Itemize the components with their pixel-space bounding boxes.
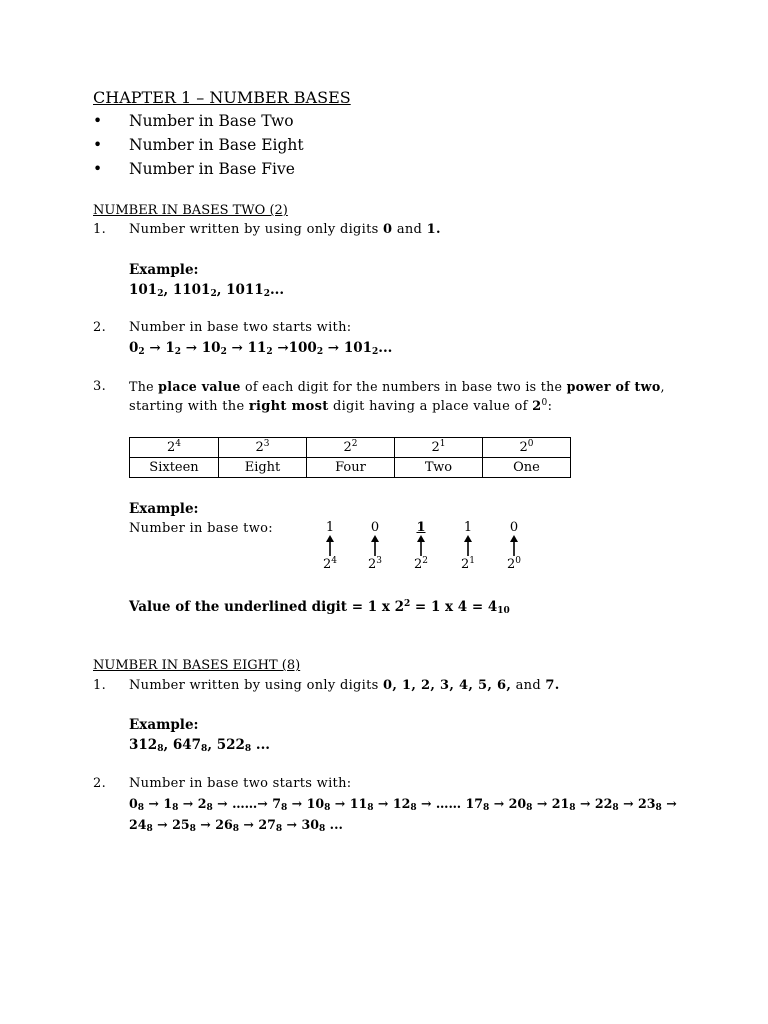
base-subscript: 8 bbox=[157, 744, 164, 754]
number: 11 bbox=[247, 340, 267, 356]
power-base: 2 bbox=[322, 557, 332, 572]
base-subscript: 8 bbox=[201, 744, 208, 754]
number: 647 bbox=[172, 737, 202, 753]
item-number: 2. bbox=[93, 776, 107, 791]
base-subscript: 8 bbox=[324, 803, 331, 813]
power-exponent: 0 bbox=[527, 439, 534, 449]
arrow-separator: ... bbox=[325, 817, 343, 832]
arrow-up-icon bbox=[360, 535, 390, 557]
table-row bbox=[130, 438, 571, 458]
arrow-separator: → bbox=[330, 796, 350, 811]
power-exponent: 1 bbox=[469, 556, 475, 566]
table-cell: One bbox=[483, 458, 571, 478]
base-subscript: 8 bbox=[569, 803, 576, 813]
digit-cell bbox=[406, 520, 436, 535]
number: 30 bbox=[301, 817, 320, 832]
octal-digit-last: 7. bbox=[545, 678, 560, 693]
text-run: The bbox=[129, 379, 159, 394]
underlined-value-line bbox=[129, 599, 510, 615]
place-value-table bbox=[129, 437, 571, 478]
table-row bbox=[130, 458, 571, 478]
number: 24 bbox=[129, 817, 147, 832]
item-text-line2 bbox=[129, 399, 552, 414]
item-text bbox=[129, 379, 665, 394]
arrow-separator: → bbox=[239, 817, 259, 832]
power-base: 2 bbox=[460, 557, 470, 572]
number: 101 bbox=[129, 282, 158, 298]
number: 7 bbox=[272, 796, 281, 811]
power-exponent: 2 bbox=[403, 599, 411, 609]
arrow-separator: → …… bbox=[416, 796, 466, 811]
arrow-up-icon bbox=[406, 535, 436, 557]
arrow-separator: → bbox=[144, 796, 164, 811]
bullet-mark: • bbox=[93, 160, 103, 178]
number: 26 bbox=[215, 817, 233, 832]
number: 20 bbox=[508, 796, 527, 811]
arrow-separator: → ……→ bbox=[212, 796, 273, 811]
power-exponent: 4 bbox=[331, 556, 337, 566]
number: 0 bbox=[129, 340, 139, 356]
arrow-up-icon bbox=[315, 535, 345, 557]
number: 17 bbox=[465, 796, 484, 811]
number: 25 bbox=[172, 817, 190, 832]
power-base: 2 bbox=[519, 440, 528, 455]
item-text: Number in base two starts with: bbox=[129, 320, 352, 335]
item-number: 3. bbox=[93, 379, 107, 394]
arrow-separator: → bbox=[144, 340, 166, 356]
arrow-separator: → bbox=[195, 817, 216, 832]
table-cell: Two bbox=[395, 458, 483, 478]
separator: ... bbox=[251, 737, 270, 753]
base-subscript: 8 bbox=[612, 803, 619, 813]
example-label: Example: bbox=[129, 262, 199, 278]
base-subscript: 8 bbox=[206, 803, 213, 813]
number: 522 bbox=[216, 737, 245, 753]
text-run: Number written by using only digits bbox=[129, 678, 384, 693]
base-subscript: 8 bbox=[367, 803, 374, 813]
bullet-text: Number in Base Five bbox=[129, 160, 295, 178]
item-number: 1. bbox=[93, 222, 107, 237]
example-values bbox=[129, 282, 284, 298]
digit-one: 1. bbox=[426, 222, 441, 237]
arrow-up-icon bbox=[499, 535, 529, 557]
separator: , bbox=[207, 737, 217, 753]
base-subscript: 2 bbox=[220, 347, 227, 357]
number: 21 bbox=[551, 796, 570, 811]
arrow-up-icon bbox=[453, 535, 483, 557]
example-label: Example: bbox=[129, 717, 199, 733]
power-label bbox=[499, 557, 529, 572]
example-values bbox=[129, 737, 270, 753]
base-subscript: 2 bbox=[210, 289, 217, 299]
text-run: , bbox=[660, 379, 665, 394]
bullet-item bbox=[93, 136, 304, 154]
table-cell bbox=[307, 438, 395, 458]
digit-column bbox=[406, 520, 436, 572]
base-subscript: 8 bbox=[655, 803, 662, 813]
number: 1011 bbox=[226, 282, 264, 298]
arrow-separator: → bbox=[282, 817, 302, 832]
text-run: starting with the bbox=[129, 399, 249, 414]
base-subscript: 2 bbox=[316, 347, 324, 357]
bullet-item bbox=[93, 160, 295, 178]
power-base: 2 bbox=[532, 399, 542, 414]
table-cell: Sixteen bbox=[130, 458, 219, 478]
separator: , bbox=[216, 282, 227, 298]
number: 27 bbox=[258, 817, 276, 832]
number: 1 bbox=[165, 340, 175, 356]
number: 22 bbox=[594, 796, 613, 811]
item-number: 2. bbox=[93, 320, 107, 335]
power-label bbox=[315, 557, 345, 572]
arrow-separator: → bbox=[226, 340, 248, 356]
text-run: and bbox=[392, 222, 427, 237]
arrow-separator: → bbox=[287, 796, 307, 811]
base-eight-sequence-line2 bbox=[129, 817, 343, 832]
arrow-separator: → bbox=[532, 796, 552, 811]
number: 23 bbox=[638, 796, 656, 811]
bullet-mark: • bbox=[93, 112, 103, 130]
bullet-mark: • bbox=[93, 136, 103, 154]
item-text: Number in base two starts with: bbox=[129, 776, 352, 791]
number: 0 bbox=[129, 796, 138, 811]
item-number: 1. bbox=[93, 678, 107, 693]
base-subscript: 8 bbox=[319, 824, 326, 834]
power-exponent: 2 bbox=[422, 556, 428, 566]
base-subscript: 8 bbox=[483, 803, 490, 813]
base-subscript: 8 bbox=[275, 824, 283, 834]
octal-digits: 0, 1, 2, 3, 4, 5, 6, bbox=[383, 678, 512, 693]
number: 10 bbox=[306, 796, 325, 811]
power-exponent: 2 bbox=[351, 439, 358, 449]
bullet-text: Number in Base Two bbox=[129, 112, 294, 130]
underlined-digit: 1 bbox=[416, 520, 426, 535]
number: 2 bbox=[197, 796, 207, 811]
base-subscript: 2 bbox=[263, 289, 270, 299]
power-exponent: 1 bbox=[439, 439, 446, 449]
power-exponent: 3 bbox=[376, 556, 382, 566]
text-run: Value of the underlined digit = 1 x 2 bbox=[129, 599, 404, 615]
arrow-separator: → bbox=[489, 796, 509, 811]
base-subscript: 2 bbox=[372, 347, 379, 357]
power-label bbox=[360, 557, 390, 572]
text-run: digit having a place value of bbox=[328, 399, 533, 414]
digit-zero: 0 bbox=[383, 222, 393, 237]
bullet-text: Number in Base Eight bbox=[129, 136, 304, 154]
binary-digit: 0 bbox=[509, 520, 519, 535]
digit-column bbox=[499, 520, 529, 572]
base-subscript: 8 bbox=[146, 824, 153, 834]
section-heading-base-eight: NUMBER IN BASES EIGHT (8) bbox=[93, 658, 301, 673]
power-label bbox=[453, 557, 483, 572]
power-exponent: 0 bbox=[515, 556, 521, 566]
arrow-separator: → bbox=[178, 796, 198, 811]
separator: ... bbox=[269, 282, 285, 298]
base-subscript: 8 bbox=[232, 824, 240, 834]
base-subscript: 8 bbox=[244, 744, 252, 754]
base-subscript: 2 bbox=[266, 347, 273, 357]
number: 11 bbox=[349, 796, 368, 811]
power-exponent: 3 bbox=[263, 439, 270, 449]
term-power-of-two: power of two bbox=[566, 379, 661, 394]
binary-digit: 0 bbox=[370, 520, 380, 535]
base-subscript: 8 bbox=[410, 803, 417, 813]
arrow-separator: → bbox=[575, 796, 595, 811]
number: 1 bbox=[163, 796, 173, 811]
number: 101 bbox=[343, 340, 372, 356]
base-subscript: 8 bbox=[280, 803, 288, 813]
table-cell bbox=[483, 438, 571, 458]
power-base: 2 bbox=[431, 440, 440, 455]
power-base: 2 bbox=[367, 557, 377, 572]
base-subscript: 8 bbox=[189, 824, 196, 834]
digit-column bbox=[315, 520, 345, 572]
power-base: 2 bbox=[506, 557, 516, 572]
base-subscript: 8 bbox=[137, 803, 145, 813]
number: 1101 bbox=[172, 282, 211, 298]
text-run: of each digit for the numbers in base two is the bbox=[240, 379, 567, 394]
arrow-separator: → bbox=[272, 340, 289, 356]
chapter-title: CHAPTER 1 – NUMBER BASES bbox=[93, 88, 351, 107]
text-run: = 1 x 4 = 4 bbox=[410, 599, 498, 615]
text-run: Number written by using only digits bbox=[129, 222, 384, 237]
table-cell bbox=[395, 438, 483, 458]
base-eight-sequence-line1 bbox=[129, 796, 677, 811]
power-exponent: 0 bbox=[541, 398, 548, 408]
number: 100 bbox=[288, 340, 317, 356]
term-place-value: place value bbox=[158, 379, 241, 394]
table-cell: Eight bbox=[219, 458, 307, 478]
binary-digit: 1 bbox=[463, 520, 473, 535]
base-subscript: 2 bbox=[138, 347, 145, 357]
number: 10 bbox=[201, 340, 221, 356]
arrow-separator: → bbox=[618, 796, 639, 811]
example-text: Number in base two: bbox=[129, 521, 273, 536]
base-two-sequence bbox=[129, 340, 392, 356]
power-base: 2 bbox=[166, 440, 176, 455]
arrow-separator: → bbox=[661, 796, 677, 811]
text-run: and bbox=[511, 678, 546, 693]
power-label bbox=[406, 557, 436, 572]
table-cell bbox=[219, 438, 307, 458]
separator: , bbox=[163, 737, 173, 753]
digit-column bbox=[360, 520, 390, 572]
table-cell: Four bbox=[307, 458, 395, 478]
power-base: 2 bbox=[413, 557, 423, 572]
power-base: 2 bbox=[343, 440, 352, 455]
section-heading-base-two: NUMBER IN BASES TWO (2) bbox=[93, 203, 288, 218]
item-text bbox=[129, 678, 560, 693]
number: 12 bbox=[392, 796, 411, 811]
base-subscript: 8 bbox=[526, 803, 533, 813]
digit-column bbox=[453, 520, 483, 572]
base-subscript: 10 bbox=[497, 606, 510, 616]
binary-digit: 1 bbox=[325, 520, 335, 535]
base-subscript: 8 bbox=[172, 803, 179, 813]
arrow-separator: → bbox=[181, 340, 202, 356]
power-exponent: 4 bbox=[175, 439, 181, 449]
base-subscript: 2 bbox=[174, 347, 182, 357]
example-label: Example: bbox=[129, 501, 199, 517]
arrow-separator: → bbox=[323, 340, 344, 356]
arrow-separator: ... bbox=[378, 340, 393, 356]
term-right-most: right most bbox=[248, 399, 329, 414]
arrow-separator: → bbox=[152, 817, 173, 832]
separator: , bbox=[163, 282, 173, 298]
arrow-separator: → bbox=[373, 796, 393, 811]
bullet-item bbox=[93, 112, 294, 130]
table-cell bbox=[130, 438, 219, 458]
base-subscript: 2 bbox=[157, 289, 164, 299]
power-base: 2 bbox=[255, 440, 264, 455]
item-text bbox=[129, 222, 441, 237]
text-run: : bbox=[547, 399, 553, 414]
number: 312 bbox=[129, 737, 158, 753]
